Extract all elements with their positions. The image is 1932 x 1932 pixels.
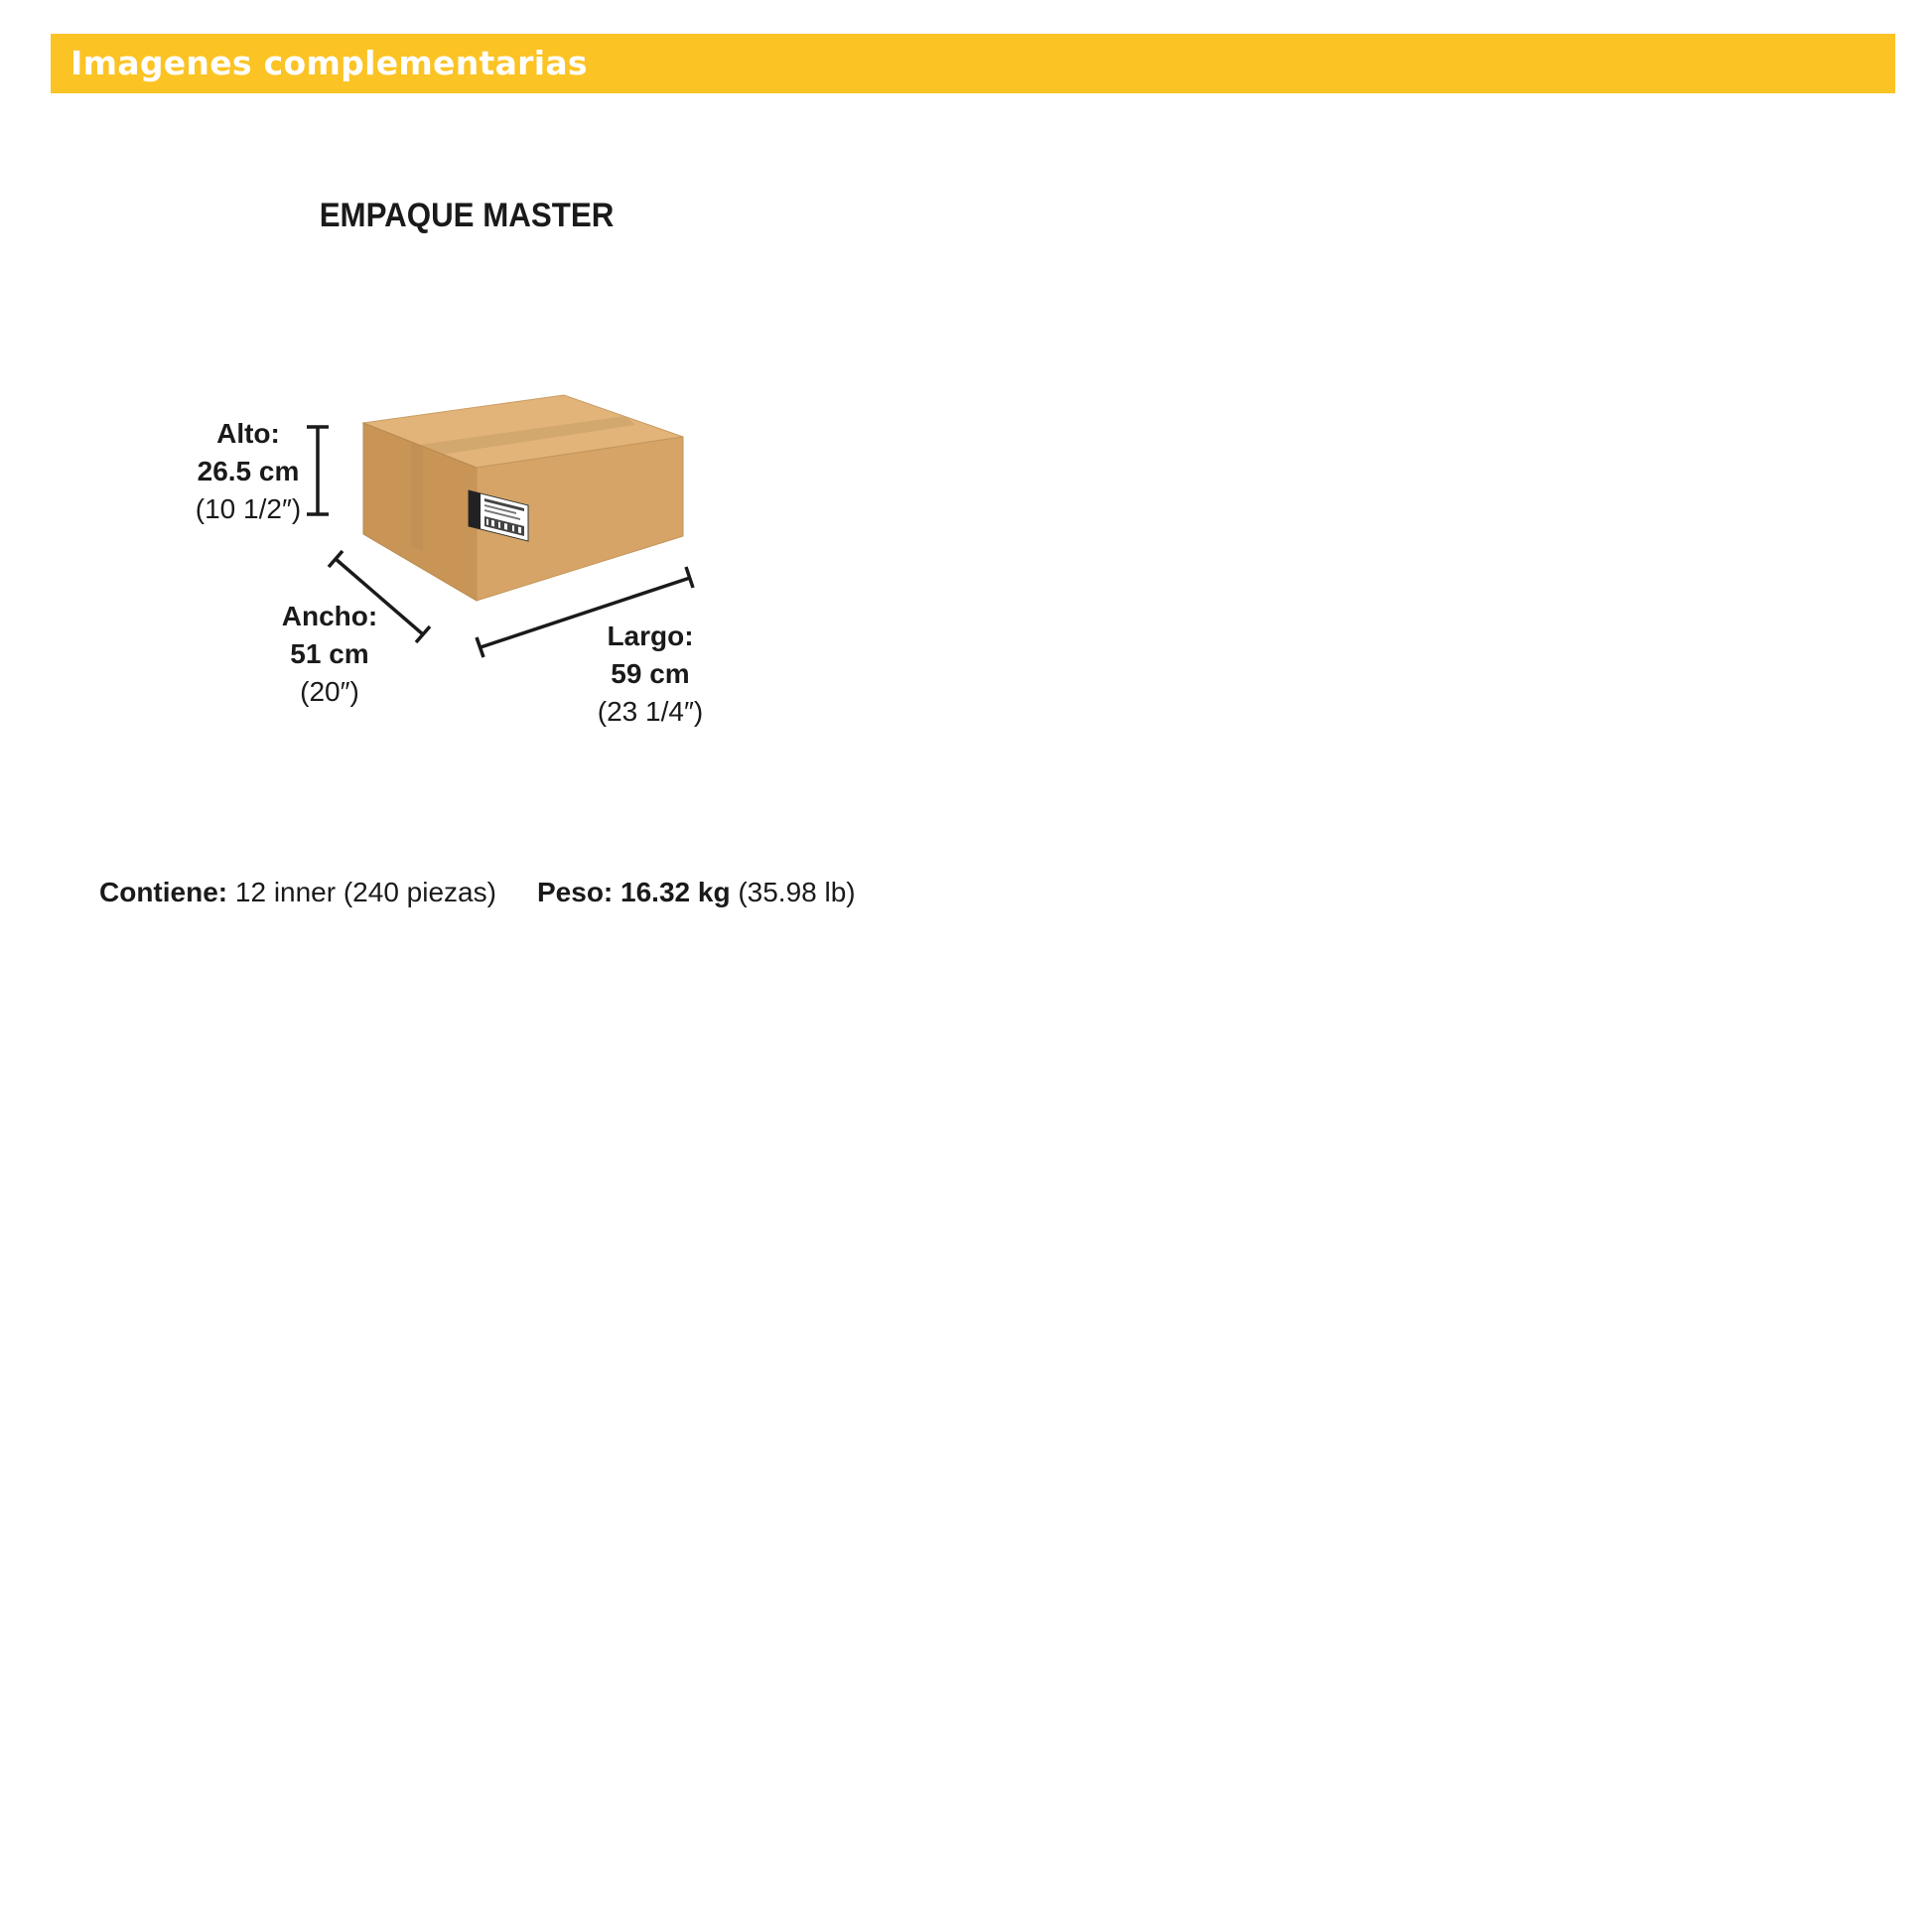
largo-label: Largo:	[607, 621, 694, 651]
contiene-info	[99, 874, 496, 911]
peso-info	[537, 874, 856, 911]
ancho-dimension	[270, 598, 389, 711]
section-title: EMPAQUE MASTER	[319, 197, 615, 234]
peso-kg: 16.32 kg	[621, 877, 731, 907]
largo-cm: 59 cm	[611, 658, 690, 689]
alto-label: Alto:	[216, 418, 280, 449]
contiene-value: 12 inner (240 piezas)	[227, 877, 496, 907]
alto-inches: (10 1/2″)	[195, 493, 302, 524]
box-tape-side	[411, 442, 423, 551]
peso-lb: (35.98 lb)	[730, 877, 856, 907]
alto-cm: 26.5 cm	[197, 456, 300, 486]
ancho-label: Ancho:	[281, 601, 378, 631]
alto-dimension	[189, 415, 308, 528]
header-title: Imagenes complementarias	[70, 44, 588, 82]
largo-inches: (23 1/4″)	[597, 696, 704, 727]
ancho-inches: (20″)	[300, 676, 359, 707]
contiene-label: Contiene:	[99, 877, 228, 907]
alto-bracket	[307, 427, 329, 514]
largo-dimension	[586, 618, 715, 731]
header-bar	[51, 34, 1895, 93]
peso-label: Peso:	[537, 877, 621, 907]
ancho-cm: 51 cm	[290, 638, 369, 669]
